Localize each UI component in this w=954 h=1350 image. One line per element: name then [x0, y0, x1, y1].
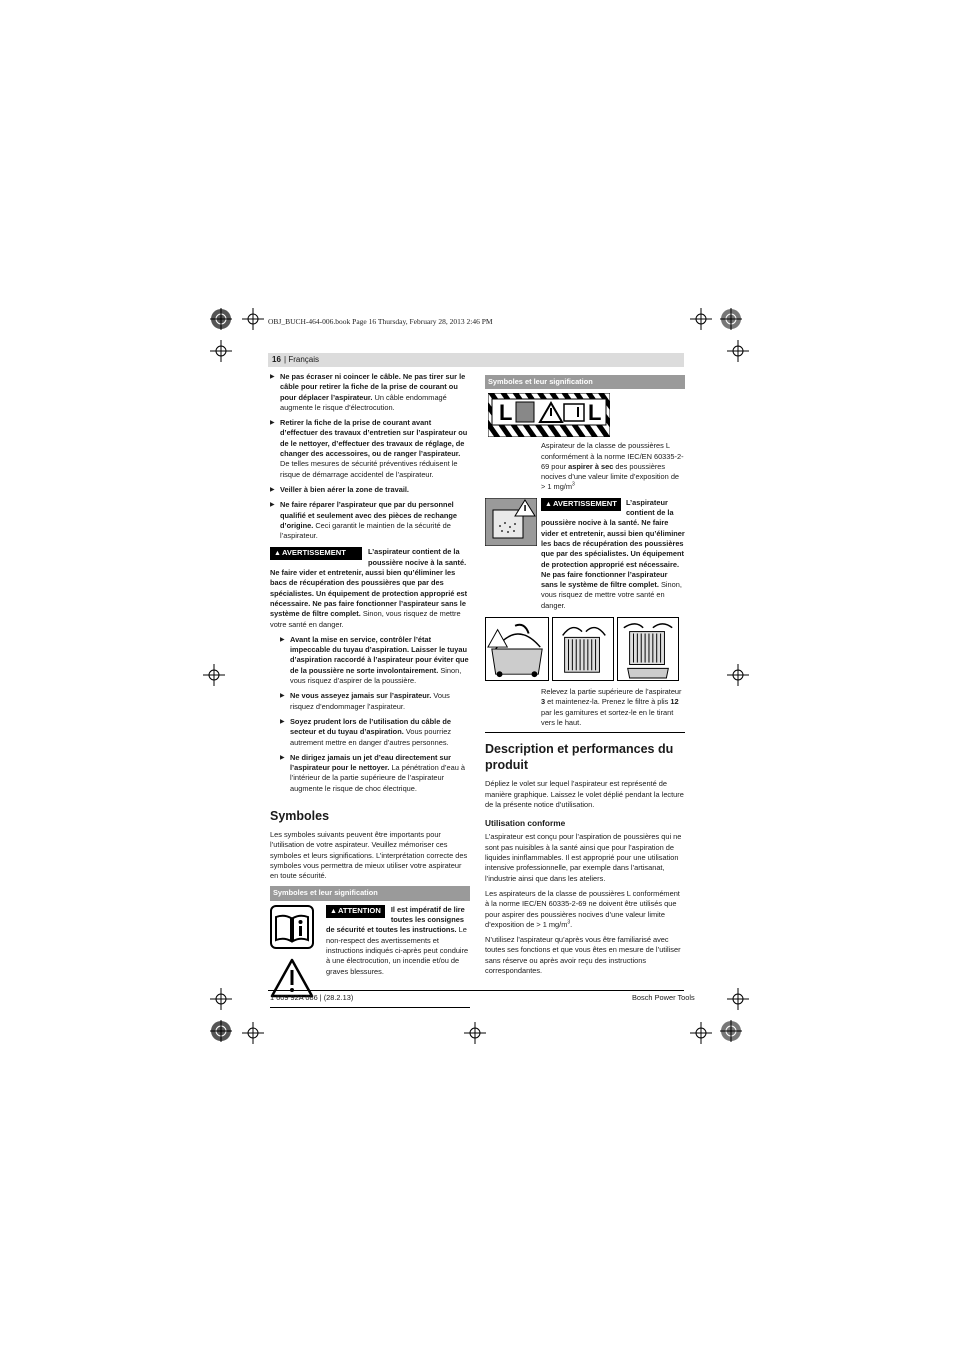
dust-class-description	[541, 441, 685, 492]
bullet-bold: Avant la mise en service, contrôler l’état impeccable du tuyau d’aspiration. Laisser le tuyau d’aspiration raccordé à l’aspirateur pour éviter que de la poussière ne sorte involontairement.	[290, 634, 469, 675]
callout-number: 12	[670, 697, 679, 707]
registration-mark-icon	[720, 1020, 742, 1042]
bullet-text: Sinon, vous risquez d’aspirer de la poussière.	[290, 665, 462, 686]
attention-paragraph	[326, 905, 470, 977]
crosshair-icon	[242, 1022, 264, 1044]
svg-text:L: L	[588, 400, 602, 426]
section-title-description: Description et performances du produit	[485, 742, 674, 773]
attention-bold: Il est impératif de lire toutes les consignes de sécurité et toutes les instructions.	[326, 904, 465, 935]
dust-class-l-label-icon	[488, 393, 610, 437]
bullet-text: Vous pourriez autrement mettre en danger d’autres personnes.	[290, 727, 452, 747]
list-item	[270, 500, 470, 541]
crosshair-icon	[464, 1022, 486, 1044]
right-column	[485, 375, 685, 981]
warning-bold: L’aspirateur contient de la poussière nocive à la santé. Ne faire vider et entretenir, aussi bien qu’éliminer les bacs de récupération des poussières que par des spécialistes. Un équipement de protection approprié est nécessaire. Ne pas faire fonctionner l’aspirateur sans le système de filtre complet.	[270, 547, 468, 619]
safety-bullets-1	[270, 372, 470, 541]
subsection-title-intended-use: Utilisation conforme	[485, 818, 566, 829]
symbols-table-header: Symboles et leur signification	[485, 375, 685, 389]
safety-bullets-2	[280, 635, 470, 794]
page-number: 16	[272, 355, 281, 364]
list-item	[270, 372, 470, 413]
bullet-bold: Soyez prudent lors de l’utilisation du câble de secteur et du tuyau d’aspiration.	[290, 716, 451, 737]
intended-use-text: Les aspirateurs de la classe de poussières L conformément à la norme IEC/EN 60335-2-69 ne doivent être utilisés que pour aspirer des poussières nocives d’une valeur limite d’exposition de > 1 mg/m	[485, 888, 680, 929]
filter-removal-text	[541, 687, 685, 728]
intended-use-text: .	[570, 919, 573, 929]
bullet-text: Vous risquez d’endommager l’aspirateur.	[290, 691, 450, 711]
footer-doc-number: 1 609 92A 086 | (28.2.13)	[270, 993, 354, 1002]
warning-label: AVERTISSEMENT	[552, 498, 617, 508]
superscript: 3	[567, 919, 571, 926]
warning-triangle-icon: ▲	[545, 500, 552, 508]
svg-text:L: L	[499, 400, 513, 426]
crosshair-icon	[727, 340, 749, 362]
dust-class-bold: aspirer à sec	[568, 461, 614, 471]
crosshair-icon	[727, 988, 749, 1010]
dust-hazard-icon	[485, 498, 537, 546]
bullet-bold: Ne vous asseyez jamais sur l’aspirateur.	[290, 691, 432, 701]
attention-label: ATTENTION	[337, 905, 381, 915]
bullet-text: Un câble endommagé augmente le risque d’électrocution.	[280, 392, 447, 412]
list-item	[270, 485, 470, 495]
intended-use-text-1: L’aspirateur est conçu pour l’aspiration de poussières qui ne sont pas nuisibles à la santé ainsi que pour l’aspiration de liquides ininflammables. Il est approprié pour une utilisation intensive professionnelle, par exemple dans l’artisanat, l’industrie ainsi que dans les ateliers.	[485, 832, 682, 883]
crosshair-icon	[690, 1022, 712, 1044]
filter-text: et maintenez-la. Prenez le filtre à plis	[545, 697, 671, 707]
crosshair-icon	[210, 340, 232, 362]
warning-triangle-icon: ▲	[330, 907, 337, 915]
crosshair-icon	[727, 664, 749, 686]
page-header-bar	[268, 353, 684, 367]
list-item	[280, 635, 470, 686]
filter-text: Relevez la partie supérieure de l’aspirateur	[541, 687, 682, 697]
attention-badge	[326, 905, 385, 918]
bullet-bold: Ne dirigez jamais un jet d’eau directement sur l’aspirateur pour le nettoyer.	[290, 752, 451, 773]
language-label: Français	[288, 355, 319, 364]
bullet-text: De telles mesures de sécurité préventives réduisent le risque de démarrage accidentel de l’aspirateur.	[280, 459, 458, 479]
symbol-description	[326, 905, 470, 1002]
dust-class-text: Aspirateur de la classe de poussières L conformément à la norme IEC/EN 60335-2-69 pour	[541, 441, 684, 471]
list-item	[280, 691, 470, 712]
warning-text: Sinon, vous risquez de mettre votre santé en danger.	[270, 609, 461, 629]
intended-use-text-3: N’utilisez l’aspirateur qu’après vous être familiarisé avec toutes ses fonctions et que vous êtes en mesure de l’utiliser sans réserve ou après avoir reçu des instructions correspondantes.	[485, 935, 681, 975]
warning-badge	[541, 498, 621, 511]
vacuum-lid-illustration-icon	[485, 617, 549, 681]
description-text: Dépliez le volet sur lequel l’aspirateur est représenté de manière graphique. Laissez le volet déplié pendant la lecture de la présente notice d’utilisation.	[485, 779, 684, 809]
table-bottom-rule	[270, 1007, 470, 1008]
dust-warning-row	[485, 498, 685, 611]
print-slug: OBJ_BUCH-464-006.book Page 16 Thursday, February 28, 2013 2:46 PM	[268, 317, 493, 326]
warning-badge	[270, 547, 362, 560]
bullet-bold: Veiller à bien aérer la zone de travail.	[280, 484, 409, 494]
filter-removal-images	[485, 617, 685, 681]
warning-paragraph	[270, 547, 470, 629]
warning-label: AVERTISSEMENT	[281, 548, 346, 558]
filter-text: par les garnitures et sortez-le en le tirant vers le haut.	[541, 707, 674, 727]
symbols-table-header: Symboles et leur signification	[270, 886, 470, 900]
footer-brand: Bosch Power Tools	[632, 993, 695, 1002]
left-column	[270, 372, 470, 1008]
symbol-cell	[270, 905, 318, 1002]
intended-use-text-2	[485, 889, 685, 930]
registration-mark-icon	[720, 308, 742, 330]
attention-text: Le non-respect des avertissements et instructions indiqués ci-après peut conduire à une électrocution, un incendie et/ou de graves blessures.	[326, 925, 469, 976]
pleated-filter-illustration-icon	[552, 617, 614, 681]
crosshair-icon	[242, 308, 264, 330]
bullet-text: Ceci garantit le maintien de la sécurité de l’aspirateur.	[280, 520, 451, 541]
superscript: 3	[572, 482, 575, 489]
crosshair-icon	[203, 664, 225, 686]
header-language: | Français	[284, 355, 319, 364]
symbols-table-row	[270, 905, 470, 1002]
warning-text: Sinon, vous risquez de mettre votre santé en danger.	[541, 580, 682, 610]
registration-mark-icon	[210, 308, 232, 330]
dust-warning-paragraph	[541, 498, 685, 611]
dust-class-text: des poussières nocives d’une valeur limite d’exposition de > 1 mg/m	[541, 461, 680, 492]
bullet-bold: Retirer la fiche de la prise de courant avant d’effectuer des travaux d’entretien sur l’aspirateur ou de le nettoyer, d’effectuer des travaux de réglage, de changer des accessoires, ou de ranger l’aspirateur.	[280, 418, 468, 459]
filter-pullout-illustration-icon	[617, 617, 679, 681]
list-item	[270, 418, 470, 480]
table-bottom-rule	[485, 732, 685, 733]
warning-triangle-icon: ▲	[274, 550, 281, 558]
read-manual-icon	[270, 905, 314, 949]
crosshair-icon	[690, 308, 712, 330]
callout-number: 3	[541, 697, 546, 707]
bullet-bold: Ne faire réparer l’aspirateur que par du personnel qualifié et seulement avec des pièces de rechange d’origine.	[280, 500, 458, 530]
list-item	[280, 753, 470, 794]
symbols-intro: Les symboles suivants peuvent être importants pour l’utilisation de votre aspirateur. Veuillez mémoriser ces symboles et leurs significations. L’interprétation correcte des symboles vous permettra de mieux utiliser votre aspirateur en toute sécurité.	[270, 829, 468, 881]
footer-rule	[268, 990, 684, 991]
section-title-symbols: Symboles	[270, 808, 330, 823]
list-item	[280, 717, 470, 748]
warning-bold: L’aspirateur contient de la poussière nocive à la santé. Ne faire vider et entretenir, aussi bien qu’éliminer les bacs de récupération des poussières que par des spécialistes. Un équipement de protection approprié est nécessaire. Ne pas faire fonctionner l’aspirateur sans le système de filtre complet.	[541, 497, 685, 590]
bullet-text: La pénétration d’eau à l’intérieur de la partie supérieure de l’aspirateur augmente le risque de choc électrique.	[290, 763, 466, 793]
registration-mark-icon	[210, 1020, 232, 1042]
crosshair-icon	[210, 988, 232, 1010]
bullet-bold: Ne pas écraser ni coincer le câble. Ne pas tirer sur le câble pour retirer la fiche de la prise de courant ou pour déplacer l’aspirateur.	[280, 372, 466, 402]
